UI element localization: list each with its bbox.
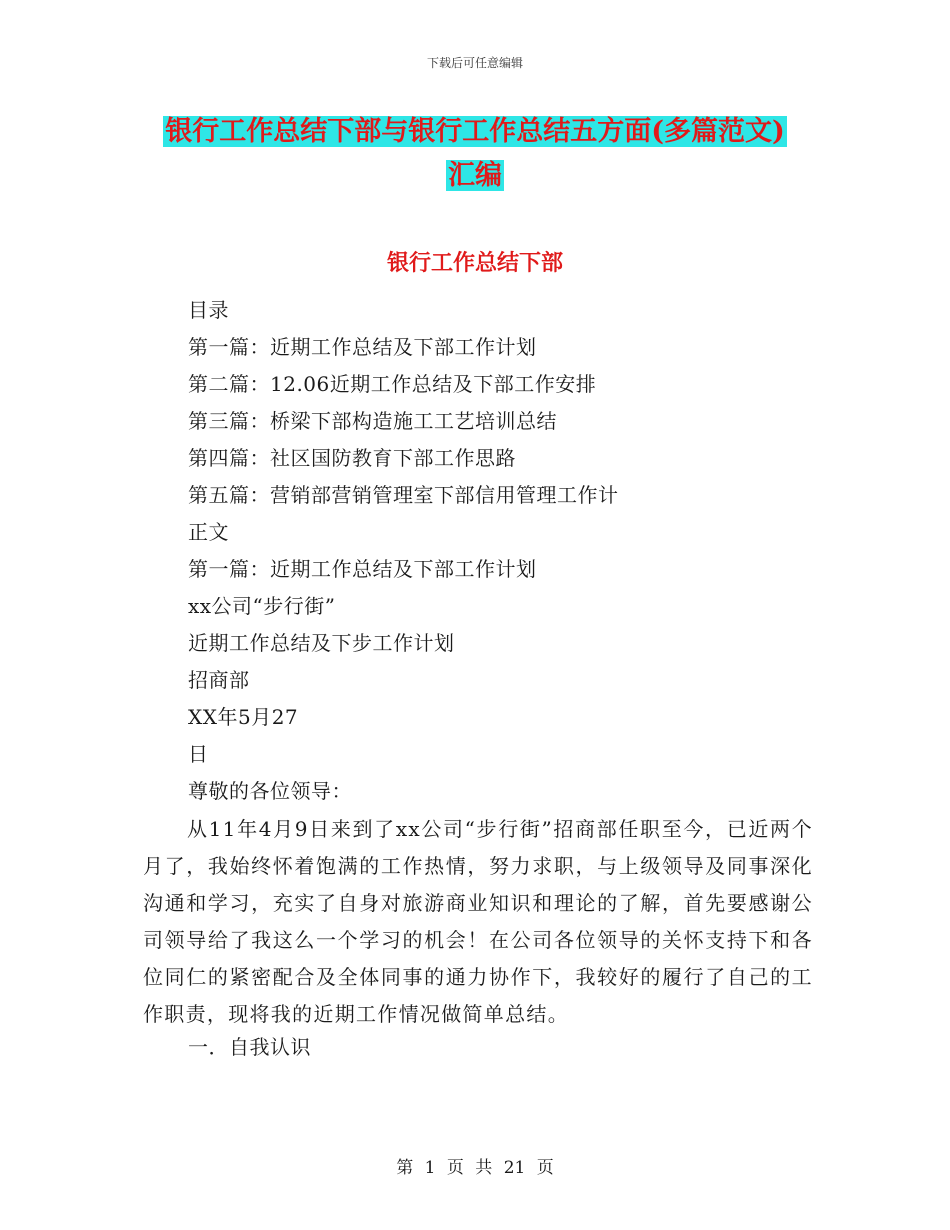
- section-subtitle: 银行工作总结下部: [386, 250, 563, 276]
- section-heading: 一．自我认识: [188, 1035, 311, 1059]
- toc-heading: 目录: [188, 298, 229, 322]
- salutation: 尊敬的各位领导：: [188, 779, 352, 803]
- toc-item-1: 第一篇：近期工作总结及下部工作计划: [188, 335, 537, 359]
- body-paragraph: 从11年4月9日来到了xx公司“步行街”招商部任职至今，已近两个月了，我始终怀着饱满的工作热情，努力求职，与上级领导及同事深化沟通和学习，充实了自身对旅游商业知识和理论的了解，首先要感谢公司领导给了我这么一个学习的机会！在公司各位领导的关怀支持下和各位同仁的紧密配合及全体同事的通力协作下，我较好的履行了自己的工作职责，现将我的近期工作情况做简单总结。: [143, 817, 813, 1026]
- toc-item-3: 第三篇：桥梁下部构造施工工艺培训总结: [188, 409, 557, 433]
- page-footer: 第 1 页 共 21 页: [396, 1158, 554, 1178]
- header-note: 下载后可任意编辑: [426, 56, 523, 70]
- document-title: [0, 110, 950, 198]
- chapter-title: 第一篇：近期工作总结及下部工作计划: [188, 557, 537, 581]
- toc-item-2: 第二篇：12.06近期工作总结及下部工作安排: [188, 372, 597, 396]
- report-title: 近期工作总结及下步工作计划: [188, 631, 455, 655]
- date-day-line: 日: [188, 742, 209, 766]
- toc-item-5: 第五篇：营销部营销管理室下部信用管理工作计: [188, 483, 619, 507]
- date-line: XX年5月27: [188, 705, 299, 729]
- title-line-1: 银行工作总结下部与银行工作总结五方面(多篇范文): [165, 116, 785, 147]
- toc-item-4: 第四篇：社区国防教育下部工作思路: [188, 446, 516, 470]
- company-line: xx公司“步行街”: [188, 594, 336, 618]
- title-line-2: 汇编: [448, 160, 502, 191]
- department-line: 招商部: [188, 668, 250, 692]
- body-heading: 正文: [188, 520, 229, 544]
